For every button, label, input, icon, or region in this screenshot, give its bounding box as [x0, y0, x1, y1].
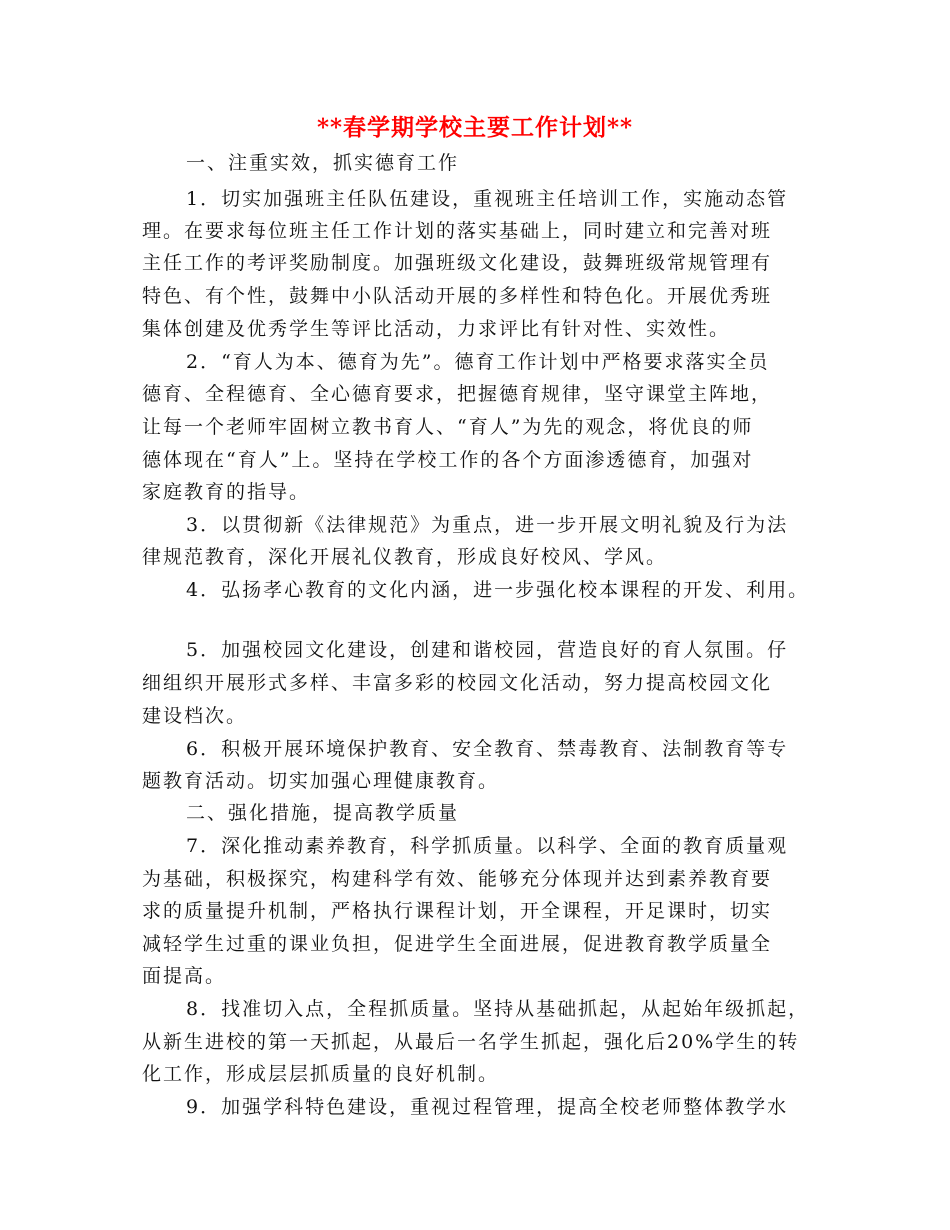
- paragraph-line: 德体现在“育人”上。坚持在学校工作的各个方面渗透德育，加强对: [142, 449, 754, 471]
- paragraph-line: 6．积极开展环境保护教育、安全教育、禁毒教育、法制教育等专: [186, 738, 789, 760]
- paragraph-line: 理。在要求每位班主任工作计划的落实基础上，同时建立和完善对班: [142, 220, 773, 242]
- paragraph-line: 家庭教育的指导。: [142, 481, 311, 503]
- paragraph-line: 面提高。: [142, 965, 227, 987]
- paragraph-line: 7．深化推动素养教育，科学抓质量。以科学、全面的教育质量观: [186, 835, 789, 857]
- paragraph-line: 集体创建及优秀学生等评比活动，力求评比有针对性、实效性。: [142, 318, 731, 340]
- paragraph-line: 8．找准切入点，全程抓质量。坚持从基础抓起，从起始年级抓起，: [186, 998, 810, 1020]
- paragraph-line: 德育、全程德育、全心德育要求，把握德育规律，坚守课堂主阵地，: [142, 383, 773, 405]
- paragraph-line: 题教育活动。切实加强心理健康教育。: [142, 770, 500, 792]
- paragraph-line: 化工作，形成层层抓质量的良好机制。: [142, 1063, 500, 1085]
- paragraph-line: 主任工作的考评奖励制度。加强班级文化建设，鼓舞班级常规管理有: [142, 252, 773, 274]
- paragraph-line: 5．加强校园文化建设，创建和谐校园，营造良好的育人氛围。仔: [186, 639, 789, 661]
- paragraph-line: 减轻学生过重的课业负担，促进学生全面进展，促进教育教学质量全: [142, 933, 773, 955]
- paragraph-line: 特色、有个性，鼓舞中小队活动开展的多样性和特色化。开展优秀班: [142, 285, 773, 307]
- paragraph-line: 3．以贯彻新《法律规范》为重点，进一步开展文明礼貌及行为法: [186, 514, 789, 536]
- paragraph-line: 让每一个老师牢固树立教书育人、“育人”为先的观念，将优良的师: [142, 416, 754, 438]
- section-heading: 二、强化措施，提高教学质量: [186, 802, 460, 824]
- paragraph-line: 律规范教育，深化开展礼仪教育，形成良好校风、学风。: [142, 546, 668, 568]
- paragraph-line: 2．“育人为本、德育为先”。德育工作计划中严格要求落实全员: [186, 351, 770, 373]
- paragraph-line: 求的质量提升机制，严格执行课程计划，开全课程，开足课时，切实: [142, 900, 773, 922]
- paragraph-line: 从新生进校的第一天抓起，从最后一名学生抓起，强化后20%学生的转: [142, 1031, 800, 1053]
- paragraph-line: 为基础，积极探究，构建科学有效、能够充分体现并达到素养教育要: [142, 868, 773, 890]
- paragraph-line: 4．弘扬孝心教育的文化内涵，进一步强化校本课程的开发、利用。: [186, 579, 810, 601]
- document-title: **春学期学校主要工作计划**: [316, 114, 634, 141]
- paragraph-line: 建设档次。: [142, 705, 248, 727]
- paragraph-line: 细组织开展形式多样、丰富多彩的校园文化活动，努力提高校园文化: [142, 672, 773, 694]
- paragraph-line: 1．切实加强班主任队伍建设，重视班主任培训工作，实施动态管: [186, 188, 789, 210]
- section-heading: 一、注重实效，抓实德育工作: [186, 152, 460, 174]
- paragraph-line: 9．加强学科特色建设，重视过程管理，提高全校老师整体教学水: [186, 1096, 789, 1118]
